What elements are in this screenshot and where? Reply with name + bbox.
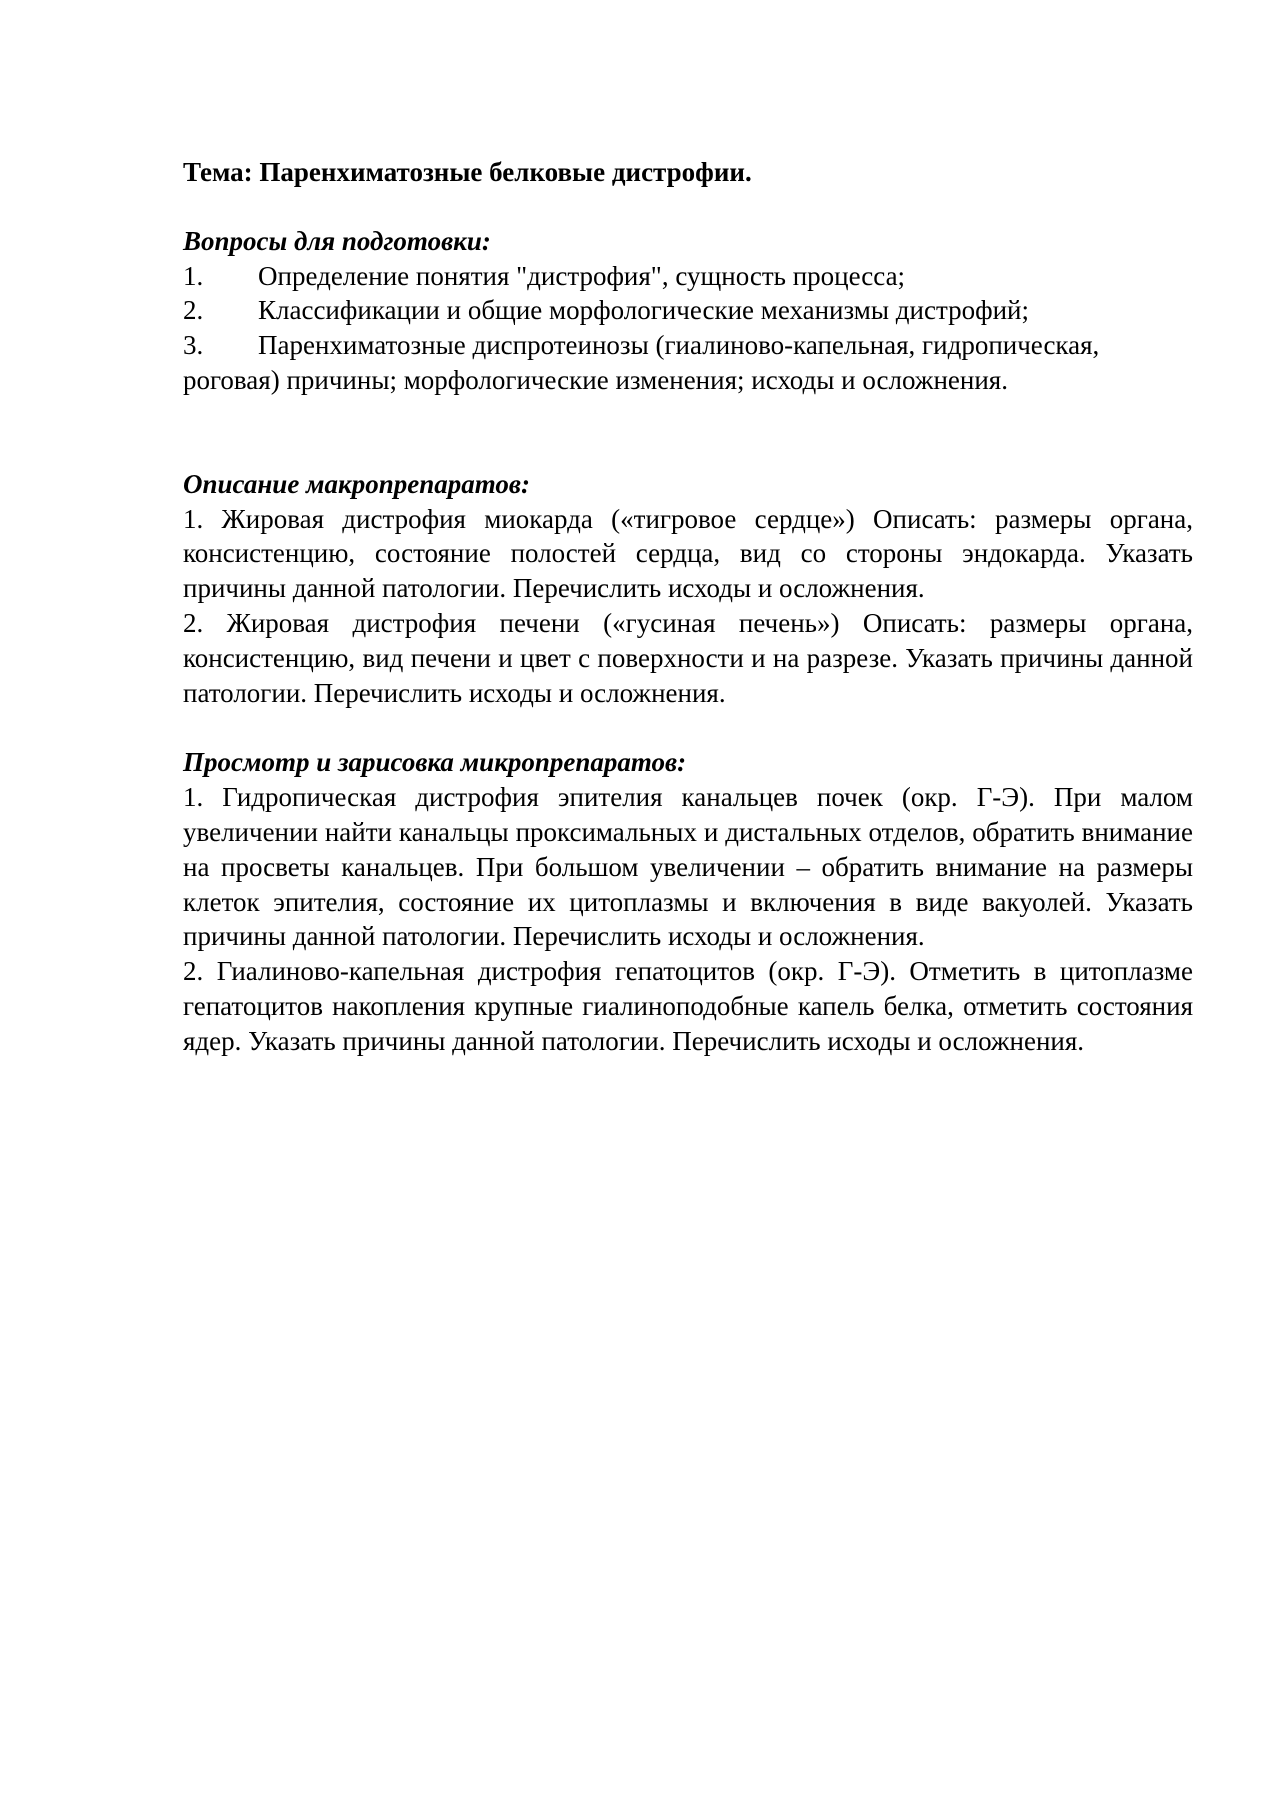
question-number: 2. (183, 295, 204, 326)
question-item (183, 259, 1193, 294)
question-number: 1. (183, 260, 204, 291)
spacer (183, 398, 1193, 467)
question-text: Классификации и общие морфологические механизмы дистрофий; (258, 295, 1029, 326)
macro-item: 1. Жировая дистрофия миокарда («тигровое сердце») Описать: размеры органа, консистенцию, состояние полостей сердца, вид со стороны эндокарда. Указать причины данной патологии. Перечислить исходы и осложнения. (183, 503, 1193, 604)
macro-item: 2. Жировая дистрофия печени («гусиная печень») Описать: размеры органа, консистенцию, вид печени и цвет с поверхности и на разрезе. Указать причины данной патологии. Перечислить исходы и осложнения. (183, 607, 1193, 708)
page-title: Тема: Паренхиматозные белковые дистрофии. (183, 157, 752, 187)
question-text: Паренхиматозные диспротеинозы (гиалиново-капельная, гидропическая, роговая) причины; морфологические изменения; исходы и осложнения. (183, 330, 1100, 395)
macro-heading: Описание макропрепаратов: (183, 468, 530, 499)
micro-heading: Просмотр и зарисовка микропрепаратов: (183, 747, 687, 778)
question-item (183, 328, 1193, 398)
questions-heading: Вопросы для подготовки: (183, 225, 491, 256)
question-item (183, 293, 1193, 328)
question-number: 3. (183, 330, 204, 361)
micro-item: 1. Гидропическая дистрофия эпителия канальцев почек (окр. Г-Э). При малом увеличении найти канальцы проксимальных и дистальных отделов, обратить внимание на просветы канальцев. При большом увеличении – обратить внимание на размеры клеток эпителия, состояние их цитоплазмы и включения в виде вакуолей. Указать причины данной патологии. Перечислить исходы и осложнения. (183, 782, 1193, 952)
micro-item: 2. Гиалиново-капельная дистрофия гепатоцитов (окр. Г-Э). Отметить в цитоплазме гепатоцитов накопления крупные гиалиноподобные капель белка, отметить состояния ядер. Указать причины данной патологии. Перечислить исходы и осложнения. (183, 956, 1193, 1056)
spacer (183, 710, 1193, 745)
question-text: Определение понятия "дистрофия", сущность процесса; (258, 260, 906, 291)
document-page (183, 155, 1193, 1059)
